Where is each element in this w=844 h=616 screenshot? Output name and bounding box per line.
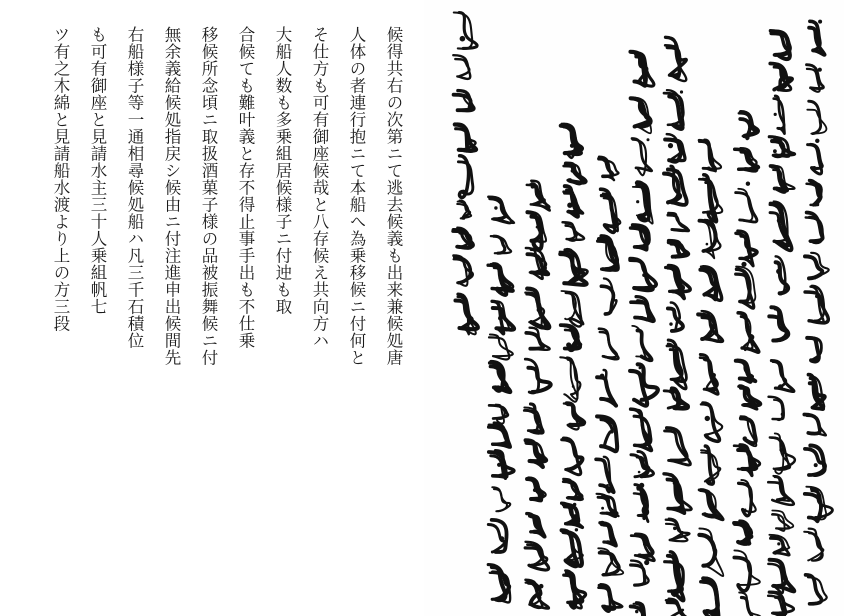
brush-glyph <box>739 112 759 138</box>
brush-glyph <box>734 521 753 545</box>
brush-glyph <box>664 90 684 129</box>
brush-glyph <box>598 548 623 575</box>
brush-glyph <box>631 409 652 450</box>
brush-glyph <box>807 338 821 362</box>
brush-glyph <box>525 542 548 570</box>
brush-glyph <box>770 31 789 59</box>
brush-glyph <box>454 91 474 111</box>
transcription-column: 右船様子等一通相尋候処船ハ凡三千石積位 <box>125 26 144 349</box>
brush-glyph <box>562 439 583 475</box>
brush-glyph <box>768 476 793 505</box>
brush-glyph <box>701 578 719 616</box>
brush-glyph <box>806 213 823 243</box>
brush-glyph <box>526 580 549 609</box>
brush-glyph <box>456 294 478 334</box>
brush-glyph <box>453 55 470 79</box>
brush-glyph <box>457 201 471 219</box>
brush-glyph <box>492 487 510 511</box>
transcription-column: 候得共右の次第ニて逃去候義も出来兼候処唐 <box>384 26 403 366</box>
brush-glyph <box>630 364 658 405</box>
brush-glyph <box>488 520 506 552</box>
brush-glyph <box>699 529 723 577</box>
brush-glyph <box>807 65 824 92</box>
brush-glyph <box>739 386 761 409</box>
brush-glyph <box>699 140 721 171</box>
brush-glyph <box>736 262 756 309</box>
brush-glyph <box>564 164 586 185</box>
transcription-column: そ仕方も可有御座候哉と八存候え共向方ハ <box>310 26 329 349</box>
brush-glyph <box>633 182 653 223</box>
brush-glyph <box>599 521 616 546</box>
brush-glyph <box>739 593 760 616</box>
handwritten-manuscript-image <box>424 0 844 616</box>
brush-glyph <box>701 403 722 441</box>
brush-glyph <box>563 479 583 500</box>
brush-glyph <box>804 415 826 436</box>
brush-glyph <box>809 375 825 410</box>
brush-glyph <box>632 138 652 175</box>
brush-glyph <box>665 37 686 81</box>
transcription-text <box>40 26 410 496</box>
brush-glyph <box>768 560 794 593</box>
brush-glyph <box>634 483 648 522</box>
brush-glyph <box>736 360 756 382</box>
brush-glyph <box>488 264 513 295</box>
brush-glyph <box>526 440 546 467</box>
transcription-column: ツ有之木綿と見請船水渡より上の方三段 <box>51 26 70 332</box>
brush-glyph <box>489 405 508 424</box>
brush-glyph <box>562 528 583 566</box>
brush-glyph <box>736 182 757 223</box>
brush-glyph <box>458 156 472 198</box>
brush-glyph <box>699 490 723 520</box>
brush-glyph <box>771 166 795 192</box>
brush-glyph <box>597 370 616 406</box>
brush-glyph <box>804 529 823 561</box>
brush-glyph <box>699 220 721 258</box>
brush-glyph <box>741 416 757 446</box>
brush-glyph <box>771 361 793 392</box>
transcription-column: 大船人数も多乗組居候様子ニ付迚も取 <box>273 26 292 315</box>
brush-glyph <box>524 404 543 434</box>
transcription-column: 人体の者連行抱ニて本船へ為乗移候ニ付何と <box>347 26 366 366</box>
brush-glyph <box>805 286 828 323</box>
manuscript-brush-strokes <box>424 0 844 616</box>
brush-glyph <box>668 213 689 231</box>
brush-glyph <box>739 480 756 516</box>
brush-glyph <box>805 487 833 522</box>
brush-glyph <box>734 445 760 476</box>
brush-glyph <box>601 279 616 315</box>
brush-glyph <box>631 560 650 585</box>
brush-glyph <box>631 225 649 250</box>
brush-glyph <box>701 446 720 484</box>
brush-glyph <box>632 326 651 360</box>
brush-glyph <box>527 514 545 537</box>
brush-glyph <box>699 175 722 222</box>
brush-glyph <box>665 552 684 601</box>
brush-glyph <box>489 451 514 479</box>
transcription-column: 無余義給候処指戻シ候由ニ付注進申出候間先 <box>162 26 181 366</box>
brush-glyph <box>631 603 652 616</box>
brush-glyph <box>563 222 584 241</box>
brush-glyph <box>488 197 514 223</box>
brush-glyph <box>664 166 687 205</box>
brush-glyph <box>561 291 583 327</box>
transcription-column: 合候ても難叶義と存不得止事手出も不仕乗 <box>236 26 255 349</box>
transcription-column: も可有御座と見請水主三十人乗組帆七 <box>88 26 107 315</box>
brush-glyph <box>489 423 511 447</box>
brush-glyph <box>597 416 617 451</box>
brush-glyph <box>453 228 473 249</box>
brush-glyph <box>667 340 686 389</box>
brush-glyph <box>734 550 760 591</box>
brush-glyph <box>769 307 788 340</box>
brush-glyph <box>599 329 618 360</box>
brush-glyph <box>805 253 829 279</box>
brush-glyph <box>560 250 587 285</box>
brush-glyph <box>631 97 652 133</box>
brush-glyph <box>664 389 688 409</box>
brush-glyph <box>669 241 689 257</box>
brush-glyph <box>776 256 788 294</box>
brush-glyph <box>631 452 653 477</box>
brush-glyph <box>807 101 826 133</box>
brush-glyph <box>809 20 825 55</box>
brush-glyph <box>527 478 546 500</box>
brush-glyph <box>770 433 795 473</box>
brush-glyph <box>666 519 690 542</box>
brush-glyph <box>490 362 511 392</box>
brush-glyph <box>668 303 683 331</box>
brush-glyph <box>596 457 614 492</box>
brush-glyph <box>454 256 473 286</box>
brush-glyph <box>700 355 718 395</box>
brush-glyph <box>808 139 823 174</box>
brush-glyph <box>772 511 793 531</box>
brush-glyph <box>561 325 581 350</box>
brush-glyph <box>769 397 785 420</box>
brush-glyph <box>664 474 691 514</box>
brush-glyph <box>454 13 477 49</box>
brush-glyph <box>774 96 785 134</box>
brush-glyph <box>698 311 722 342</box>
brush-glyph <box>562 503 583 528</box>
brush-glyph <box>525 289 549 329</box>
brush-glyph <box>601 189 621 232</box>
brush-glyph <box>597 494 619 517</box>
brush-glyph <box>630 259 656 290</box>
brush-glyph <box>564 403 585 429</box>
brush-glyph <box>807 180 822 205</box>
brush-glyph <box>806 575 827 604</box>
brush-glyph <box>564 186 583 217</box>
brush-glyph <box>805 446 825 476</box>
brush-glyph <box>599 585 623 612</box>
brush-glyph <box>489 335 513 360</box>
brush-glyph <box>488 565 510 603</box>
brush-glyph <box>561 124 582 158</box>
brush-glyph <box>665 428 691 465</box>
brush-glyph <box>599 157 619 180</box>
brush-glyph <box>564 571 586 609</box>
brush-glyph <box>491 236 511 253</box>
brush-glyph <box>631 52 654 86</box>
brush-glyph <box>526 328 549 350</box>
brush-glyph <box>736 231 757 266</box>
brush-glyph <box>598 236 619 270</box>
brush-glyph <box>455 124 476 151</box>
transcription-column: 移候所念頃ニ取扱酒菓子様の品被振舞候ニ付 <box>199 26 218 366</box>
brush-glyph <box>700 267 721 301</box>
brush-glyph <box>770 202 792 251</box>
brush-glyph <box>631 297 654 322</box>
brush-glyph <box>735 148 759 171</box>
brush-glyph <box>666 266 691 299</box>
brush-glyph <box>560 357 580 401</box>
brush-glyph <box>525 359 550 393</box>
brush-glyph <box>769 535 789 555</box>
brush-glyph <box>665 134 685 162</box>
brush-glyph <box>738 313 759 352</box>
brush-glyph <box>631 535 654 561</box>
brush-glyph <box>528 212 547 250</box>
brush-glyph <box>768 592 794 616</box>
brush-glyph <box>770 64 792 91</box>
brush-glyph <box>526 248 548 279</box>
brush-glyph <box>769 137 795 157</box>
brush-glyph <box>527 181 550 211</box>
brush-glyph <box>492 301 514 334</box>
